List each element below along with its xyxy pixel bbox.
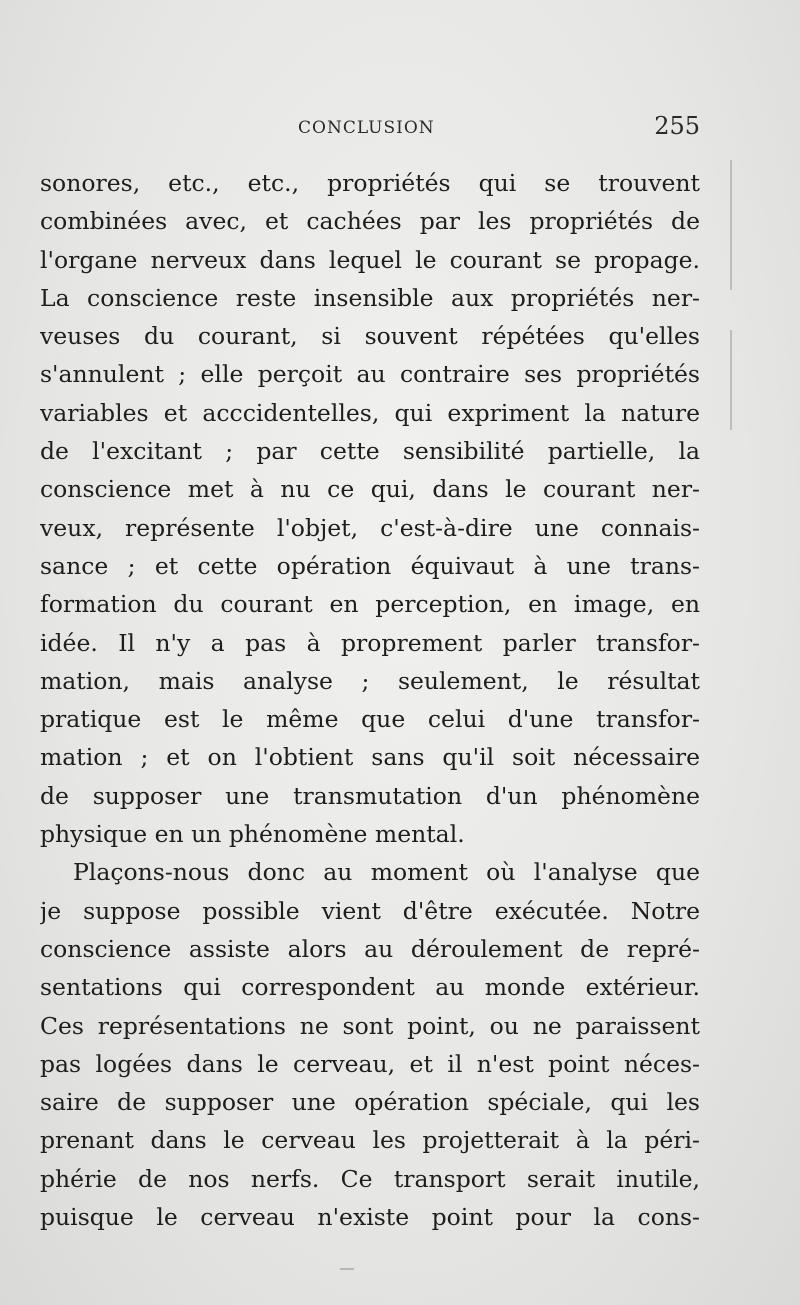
text-line: sonores, etc., etc., propriétés qui se trouvent xyxy=(40,169,700,197)
text-line: variables et acccidentelles, qui expriment la nature xyxy=(40,398,700,427)
page-number: 255 xyxy=(654,112,700,140)
text-line: conscience met à nu ce qui, dans le courant ner- xyxy=(40,475,700,504)
text-line: combinées avec, et cachées par les propriétés de xyxy=(40,207,700,236)
text-line: sentations qui correspondent au monde extérieur. xyxy=(40,973,700,1002)
text-line: mation ; et on l'obtient sans qu'il soit nécessaire xyxy=(40,743,700,772)
text-line: de supposer une transmutation d'un phénomène xyxy=(40,781,700,810)
text-line: formation du courant en perception, en image, en xyxy=(40,590,700,619)
running-title: CONCLUSION xyxy=(298,118,435,138)
text-line: pratique est le même que celui d'une transfor- xyxy=(40,705,700,734)
text-line: conscience assiste alors au déroulement de repré- xyxy=(40,934,700,963)
text-line: saire de supposer une opération spéciale, qui les xyxy=(40,1088,700,1117)
text-line: je suppose possible vient d'être exécutée. Notre xyxy=(40,896,700,925)
text-line: Plaçons-nous donc au moment où l'analyse que xyxy=(73,858,700,887)
text-line: veuses du courant, si souvent répétées qu'elles xyxy=(40,322,700,351)
text-line: pas logées dans le cerveau, et il n'est point néces- xyxy=(40,1049,700,1078)
text-line: puisque le cerveau n'existe point pour la cons- xyxy=(40,1203,700,1232)
paragraph-1 xyxy=(40,164,700,853)
text-line: Ces représentations ne sont point, ou ne paraissent xyxy=(40,1011,700,1040)
text-line: veux, représente l'objet, c'est-à-dire une connais- xyxy=(40,513,700,542)
text-line: phérie de nos nerfs. Ce transport serait inutile, xyxy=(40,1164,700,1193)
text-line: mation, mais analyse ; seulement, le résultat xyxy=(40,666,700,695)
text-line: idée. Il n'y a pas à proprement parler transfor- xyxy=(40,628,700,657)
text-line: s'annulent ; elle perçoit au contraire ses propriétés xyxy=(40,360,700,389)
paragraph-2 xyxy=(40,853,700,1236)
text-line: de l'excitant ; par cette sensibilité partielle, la xyxy=(40,437,700,466)
text-line: l'organe nerveux dans lequel le courant se propage. xyxy=(40,245,700,274)
text-line: prenant dans le cerveau les projetterait à la péri- xyxy=(40,1126,700,1155)
running-header xyxy=(40,112,700,144)
margin-mark xyxy=(730,160,732,290)
text-line: sance ; et cette opération équivaut à une trans- xyxy=(40,551,700,580)
body-text xyxy=(40,164,700,1236)
text-line: physique en un phénomène mental. xyxy=(40,820,465,849)
margin-mark xyxy=(730,330,732,430)
text-line: La conscience reste insensible aux propriétés ner- xyxy=(40,283,700,312)
printer-mark xyxy=(340,1268,354,1270)
